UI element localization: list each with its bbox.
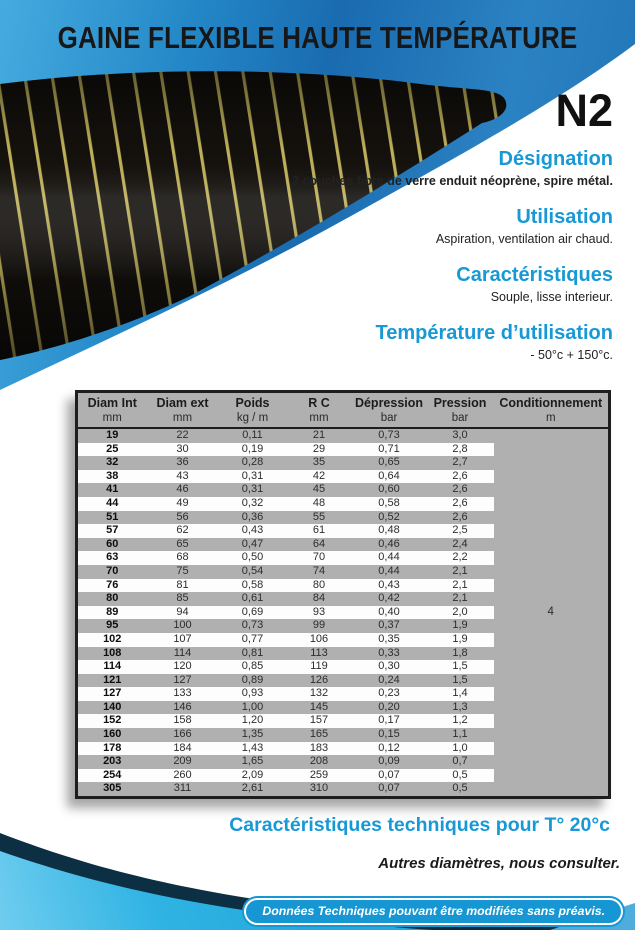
section-heading: Température d’utilisation (375, 322, 613, 344)
table-row (77, 551, 610, 565)
table-cell: 2,8 (427, 443, 494, 457)
table-cell: 107 (147, 633, 219, 647)
table-cell: 19 (106, 429, 119, 441)
table-cell: 55 (312, 510, 326, 523)
table-cell: 1,3 (452, 700, 468, 713)
table-cell: 145 (309, 700, 329, 713)
table-cell: 2,6 (452, 510, 468, 523)
table-row (77, 674, 610, 688)
conditionnement-cell (494, 456, 610, 470)
table-cell: 22 (176, 429, 189, 441)
conditionnement-cell (494, 714, 610, 728)
conditionnement-cell (494, 428, 610, 443)
table-cell: 0,24 (378, 673, 400, 686)
table-cell: 108 (103, 646, 122, 659)
table-cell: 70 (106, 564, 119, 577)
table-cell: 2,0 (427, 606, 494, 620)
table-cell: 0,12 (352, 742, 427, 756)
conditionnement-cell (494, 674, 610, 688)
table-cell: 0,71 (352, 443, 427, 457)
table-cell: 44 (77, 497, 147, 511)
table-cell: 0,23 (352, 687, 427, 701)
table-cell: 0,7 (452, 755, 468, 768)
table-cell: 0,17 (352, 714, 427, 728)
table-cell: 0,73 (241, 619, 264, 632)
table-cell: 1,5 (452, 673, 468, 686)
table-cell: 100 (173, 619, 192, 632)
column-header: Diam ext (156, 396, 209, 410)
table-cell: 0,11 (242, 429, 263, 441)
table-cell: 0,5 (452, 782, 468, 795)
table-cell: 0,65 (378, 456, 400, 469)
table-cell: 0,58 (219, 579, 287, 593)
table-cell: 0,32 (219, 497, 287, 511)
table-row (77, 687, 610, 701)
table-cell: 65 (176, 537, 189, 550)
section-heading: Désignation (498, 148, 613, 170)
section-text: - 50°c + 150°c. (530, 348, 613, 362)
table-cell: 25 (77, 443, 147, 457)
table-cell: 2,1 (452, 592, 468, 605)
table-cell: 203 (103, 755, 122, 768)
table-cell: 89 (77, 606, 147, 620)
table-cell: 166 (173, 728, 192, 741)
table-cell: 1,0 (427, 742, 494, 756)
table-cell: 126 (309, 673, 329, 686)
conditionnement-cell (494, 470, 610, 484)
spec-table-header (77, 392, 610, 429)
table-cell: 1,2 (427, 714, 494, 728)
column-unit: mm (147, 411, 219, 428)
table-cell: 184 (147, 742, 219, 756)
table-cell: 0,81 (241, 646, 264, 659)
table-row (77, 483, 610, 497)
table-cell: 157 (287, 714, 352, 728)
table-cell: 2,1 (427, 579, 494, 593)
table-cell: 2,2 (427, 551, 494, 565)
column-header: Diam Int (87, 396, 137, 410)
column-unit: bar (352, 411, 427, 428)
table-cell: 56 (176, 510, 189, 523)
table-cell: 1,4 (427, 687, 494, 701)
table-cell: 30 (147, 443, 219, 457)
table-cell: 1,00 (241, 700, 264, 713)
conditionnement-cell (494, 443, 610, 457)
column-unit: m (494, 411, 610, 428)
column-header: Poids (235, 396, 270, 410)
table-row (77, 497, 610, 511)
table-cell: 1,9 (452, 619, 468, 632)
table-cell: 0,33 (378, 646, 400, 659)
table-cell: 0,48 (352, 524, 427, 538)
table-cell: 209 (173, 755, 192, 768)
conditionnement-cell (494, 633, 610, 647)
conditionnement-cell (494, 497, 610, 511)
table-row (77, 565, 610, 579)
table-cell: 311 (173, 782, 192, 795)
table-cell: 74 (312, 564, 326, 577)
conditionnement-cell (494, 483, 610, 497)
table-cell: 0,46 (378, 537, 400, 550)
conditionnement-cell (494, 742, 610, 756)
table-cell: 45 (312, 483, 326, 496)
table-row (77, 443, 610, 457)
table-row (77, 619, 610, 633)
table-cell: 0,5 (427, 769, 494, 783)
table-cell: 38 (77, 470, 147, 484)
table-cell: 0,60 (378, 483, 400, 496)
table-row (77, 660, 610, 674)
table-cell: 0,35 (352, 633, 427, 647)
table-cell: 0,42 (378, 592, 400, 605)
table-cell: 43 (147, 470, 219, 484)
table-cell: 1,9 (427, 633, 494, 647)
table-cell: 113 (310, 646, 328, 659)
conditionnement-cell (494, 551, 610, 565)
table-cell: 0,52 (378, 510, 400, 523)
table-cell: 0,30 (352, 660, 427, 674)
table-cell: 42 (287, 470, 352, 484)
conditionnement-cell (494, 511, 610, 525)
table-cell: 0,93 (219, 687, 287, 701)
table-cell: 0,09 (378, 755, 400, 768)
column-unit: mm (77, 411, 147, 428)
table-cell: 80 (106, 592, 119, 605)
table-cell: 75 (176, 564, 189, 577)
table-cell: 70 (287, 551, 352, 565)
table-cell: 62 (147, 524, 219, 538)
table-cell: 0,44 (378, 564, 400, 577)
table-cell: 114 (173, 646, 192, 659)
consult-note: Autres diamètres, nous consulter. (378, 855, 620, 872)
table-cell: 260 (147, 769, 219, 783)
table-cell: 0,43 (352, 579, 427, 593)
table-header-labels (77, 392, 610, 412)
table-cell: 35 (312, 456, 326, 469)
table-row (77, 592, 610, 606)
table-cell: 133 (147, 687, 219, 701)
product-info (213, 85, 613, 380)
table-cell: 152 (77, 714, 147, 728)
table-cell: 93 (287, 606, 352, 620)
section-designation (292, 148, 613, 189)
conditionnement-cell (494, 755, 610, 769)
spec-table (75, 390, 611, 799)
conditionnement-cell (494, 565, 610, 579)
table-cell: 81 (147, 579, 219, 593)
section-caracteristiques (456, 264, 613, 305)
table-cell: 0,58 (352, 497, 427, 511)
tech-conditions-title: Caractéristiques techniques pour T° 20°c (229, 814, 610, 836)
table-cell: 0,31 (241, 483, 264, 496)
table-cell: 259 (287, 769, 352, 783)
conditionnement-cell (494, 538, 610, 552)
table-cell: 2,6 (452, 483, 468, 496)
column-header: Pression (433, 396, 487, 410)
table-cell: 2,09 (219, 769, 287, 783)
table-cell: 0,69 (219, 606, 287, 620)
table-cell: 57 (77, 524, 147, 538)
table-cell: 0,36 (241, 510, 264, 523)
table-cell: 49 (147, 497, 219, 511)
table-cell: 99 (312, 619, 326, 632)
table-cell: 102 (77, 633, 147, 647)
table-cell: 76 (77, 579, 147, 593)
conditionnement-cell: 4 (494, 606, 610, 620)
table-cell: 48 (287, 497, 352, 511)
table-cell: 95 (106, 619, 119, 632)
table-cell: 0,85 (219, 660, 287, 674)
conditionnement-cell (494, 701, 610, 715)
column-header: Dépression (354, 396, 424, 410)
table-cell: 158 (147, 714, 219, 728)
table-row (77, 633, 610, 647)
table-cell: 60 (106, 537, 119, 550)
table-cell: 0,64 (352, 470, 427, 484)
table-cell: 127 (77, 687, 147, 701)
conditionnement-cell (494, 782, 610, 797)
table-row (77, 524, 610, 538)
conditionnement-cell (494, 728, 610, 742)
table-cell: 119 (287, 660, 352, 674)
table-row (77, 470, 610, 484)
table-cell: 178 (77, 742, 147, 756)
table-cell: 0,40 (352, 606, 427, 620)
table-cell: 3,0 (452, 429, 468, 441)
section-heading: Utilisation (516, 206, 613, 228)
column-header: R C (308, 396, 330, 410)
table-cell: 208 (309, 755, 329, 768)
table-cell: 127 (173, 673, 192, 686)
table-cell: 0,61 (241, 592, 264, 605)
table-cell: 80 (287, 579, 352, 593)
conditionnement-cell (494, 619, 610, 633)
section-utilisation (436, 206, 613, 247)
table-row (77, 742, 610, 756)
table-cell: 63 (77, 551, 147, 565)
table-cell: 183 (287, 742, 352, 756)
table-cell: 2,4 (452, 537, 468, 550)
table-row (77, 728, 610, 742)
table-row (77, 782, 610, 797)
table-row (77, 428, 610, 443)
table-cell: 106 (287, 633, 352, 647)
table-cell: 2,6 (427, 470, 494, 484)
table-cell: 61 (287, 524, 352, 538)
section-text: 2 couches fibre de verre enduit néoprène, spire métal. (292, 174, 613, 188)
table-row (77, 538, 610, 552)
table-header-units (77, 411, 610, 428)
table-cell: 121 (103, 673, 122, 686)
table-cell: 36 (176, 456, 189, 469)
table-cell: 0,20 (378, 700, 400, 713)
section-text: Aspiration, ventilation air chaud. (435, 232, 613, 246)
product-code: N2 (555, 85, 613, 136)
table-cell: 140 (103, 700, 122, 713)
table-cell: 0,77 (219, 633, 287, 647)
table-cell: 1,5 (427, 660, 494, 674)
section-heading: Caractéristiques (456, 264, 613, 286)
table-cell: 1,1 (452, 728, 468, 741)
table-cell: 0,54 (241, 564, 264, 577)
conditionnement-cell (494, 579, 610, 593)
table-cell: 1,65 (241, 755, 264, 768)
table-cell: 0,44 (352, 551, 427, 565)
table-cell: 0,37 (378, 619, 400, 632)
table-cell: 0,50 (219, 551, 287, 565)
table-cell: 1,8 (452, 646, 468, 659)
column-unit: kg / m (219, 411, 287, 428)
table-cell: 0,07 (378, 782, 400, 795)
table-cell: 120 (147, 660, 219, 674)
table-row (77, 606, 610, 620)
column-unit: mm (287, 411, 352, 428)
table-cell: 21 (312, 429, 326, 441)
table-cell: 146 (173, 700, 192, 713)
table-cell: 310 (309, 782, 329, 795)
table-row (77, 579, 610, 593)
conditionnement-cell (494, 524, 610, 538)
table-row (77, 456, 610, 470)
table-cell: 2,7 (452, 456, 468, 469)
table-cell: 254 (77, 769, 147, 783)
conditionnement-cell (494, 687, 610, 701)
section-text: Souple, lisse interieur. (490, 290, 613, 304)
page-title: GAINE FLEXIBLE HAUTE TEMPÉRATURE (57, 21, 578, 55)
table-row (77, 714, 610, 728)
table-cell: 2,6 (427, 497, 494, 511)
table-cell: 0,89 (241, 673, 264, 686)
table-row (77, 647, 610, 661)
table-cell: 1,35 (241, 728, 264, 741)
table-cell: 46 (176, 483, 189, 496)
table-row (77, 701, 610, 715)
table-cell: 68 (147, 551, 219, 565)
table-cell: 160 (103, 728, 122, 741)
table-cell: 305 (103, 782, 122, 795)
table-cell: 94 (147, 606, 219, 620)
table-cell: 0,43 (219, 524, 287, 538)
table-cell: 0,73 (378, 429, 400, 441)
table-cell: 51 (106, 510, 119, 523)
conditionnement-cell (494, 660, 610, 674)
table-row (77, 511, 610, 525)
table-cell: 85 (176, 592, 189, 605)
table-cell: 0,19 (219, 443, 287, 457)
section-temperature (376, 322, 613, 363)
table-cell: 114 (77, 660, 147, 674)
conditionnement-cell (494, 592, 610, 606)
table-cell: 41 (106, 483, 119, 496)
table-cell: 0,07 (352, 769, 427, 783)
table-cell: 132 (287, 687, 352, 701)
table-cell: 165 (309, 728, 329, 741)
table-cell: 2,61 (241, 782, 264, 795)
spec-table-body (77, 428, 610, 798)
column-header: Conditionnement (499, 396, 603, 410)
table-row (77, 755, 610, 769)
disclaimer-badge: Données Techniques pouvant être modifiées sans préavis. (244, 898, 623, 925)
column-unit: bar (427, 411, 494, 428)
table-cell: 2,1 (452, 564, 468, 577)
table-cell: 84 (312, 592, 326, 605)
table-cell: 0,28 (241, 456, 264, 469)
table-cell: 29 (287, 443, 352, 457)
conditionnement-cell (494, 647, 610, 661)
conditionnement-cell (494, 769, 610, 783)
table-cell: 1,43 (219, 742, 287, 756)
table-cell: 64 (312, 537, 326, 550)
table-cell: 0,31 (219, 470, 287, 484)
table-row (77, 769, 610, 783)
table-cell: 1,20 (219, 714, 287, 728)
table-cell: 0,47 (241, 537, 264, 550)
table-cell: 0,15 (378, 728, 400, 741)
table-cell: 2,5 (427, 524, 494, 538)
table-cell: 32 (106, 456, 119, 469)
